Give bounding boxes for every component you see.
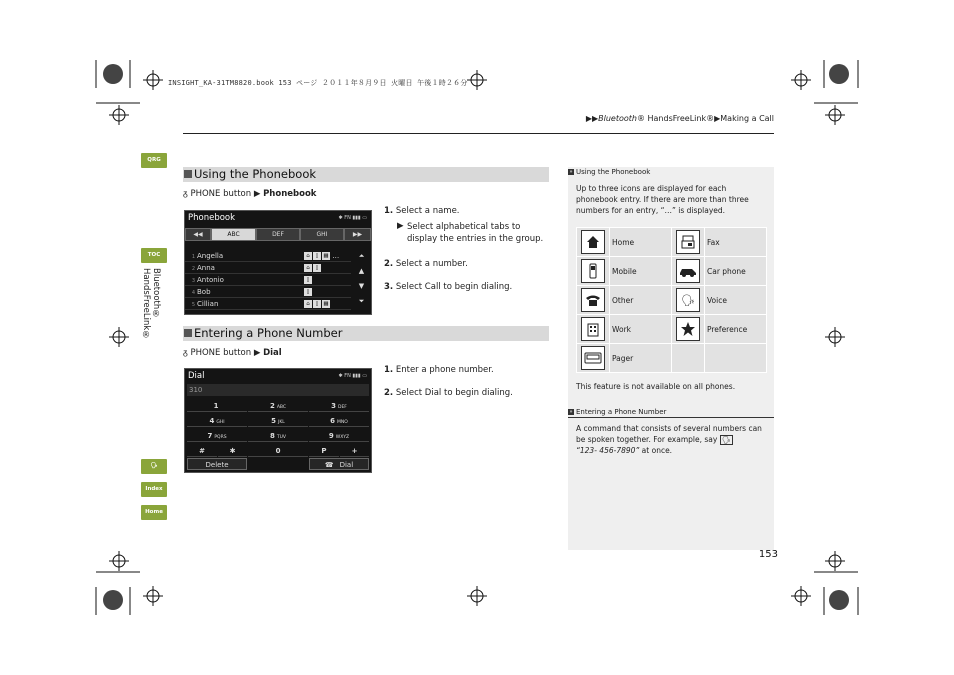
legend-label: Mobile bbox=[610, 257, 672, 286]
legend-label: Home bbox=[610, 228, 672, 257]
home-icon: ⌂ bbox=[304, 264, 312, 272]
legend-label: Other bbox=[610, 286, 672, 315]
step-number: 2. bbox=[384, 259, 394, 269]
panel-text-2 bbox=[576, 423, 768, 456]
panel-example: “123- 456-7890” bbox=[576, 446, 640, 455]
entry-icons bbox=[303, 275, 312, 286]
breadcrumb: ▶▶Bluetooth® HandsFreeLink®▶Making a Call bbox=[585, 114, 774, 123]
phone-icon: ☎ bbox=[324, 461, 334, 469]
legend-label: Pager bbox=[610, 344, 672, 373]
step-3 bbox=[384, 281, 512, 293]
key-1[interactable]: 1 bbox=[187, 400, 247, 412]
scroll-down-icon[interactable]: ▼ bbox=[358, 282, 365, 290]
panel-title-text: Using the Phonebook bbox=[576, 168, 651, 176]
mobile-icon: ▯ bbox=[313, 300, 321, 308]
list-item[interactable] bbox=[185, 263, 351, 274]
key-0[interactable]: 0 bbox=[248, 445, 308, 457]
mobile-icon bbox=[581, 259, 605, 283]
key-5[interactable]: 5 JKL bbox=[248, 415, 308, 427]
breadcrumb-suffix: ® HandsFreeLink® bbox=[636, 114, 715, 123]
legend-label: Work bbox=[610, 315, 672, 344]
note-marker-icon: » bbox=[569, 169, 573, 175]
toc-tab[interactable]: TOC bbox=[141, 248, 167, 263]
step-text: Select a number. bbox=[395, 259, 468, 269]
phonebook-screen bbox=[184, 210, 372, 315]
prev-page-button[interactable]: ◀◀ bbox=[185, 228, 211, 241]
panel-text-2c: at once. bbox=[639, 446, 673, 455]
mobile-icon: ▯ bbox=[304, 288, 312, 296]
entry-index: 1 bbox=[191, 254, 195, 260]
step-1 bbox=[384, 205, 460, 217]
scroll-up-icon[interactable]: ▲ bbox=[358, 267, 365, 275]
path-phonebook bbox=[183, 188, 316, 199]
star-icon bbox=[676, 317, 700, 341]
arrow-icon: ▶ bbox=[253, 189, 261, 199]
scroll-top-icon[interactable]: ⏶ bbox=[358, 252, 365, 260]
key-2[interactable]: 2 ABC bbox=[248, 400, 308, 412]
step-number: 2. bbox=[384, 388, 394, 398]
panel-title-dial bbox=[568, 408, 774, 418]
key-6[interactable]: 6 MNO bbox=[309, 415, 369, 427]
section-header-phonebook bbox=[183, 167, 549, 182]
entry-index: 5 bbox=[191, 302, 195, 308]
keypad bbox=[185, 400, 371, 472]
arrow-icon: ▶ bbox=[253, 348, 261, 358]
list-item[interactable] bbox=[185, 275, 351, 286]
step-text: to begin dialing. bbox=[440, 282, 513, 292]
entry-name: Cillian bbox=[197, 300, 219, 308]
voice-small-icon: ᵹ bbox=[183, 189, 188, 199]
dial-step-2 bbox=[384, 387, 513, 399]
step-number: 1. bbox=[384, 206, 394, 216]
phonebook-tabbar bbox=[185, 228, 371, 241]
pager-icon bbox=[581, 346, 605, 370]
entry-index: 3 bbox=[191, 278, 195, 284]
path-target: Dial bbox=[263, 348, 282, 358]
breadcrumb-section: Making a Call bbox=[720, 114, 774, 123]
phone-icon bbox=[581, 288, 605, 312]
section-header-dial bbox=[183, 326, 549, 341]
phonebook-screen-title: Phonebook bbox=[188, 213, 236, 223]
scroll-bottom-icon[interactable]: ⏷ bbox=[358, 297, 365, 305]
dial-step-1 bbox=[384, 364, 494, 376]
key-3[interactable]: 3 DEF bbox=[309, 400, 369, 412]
key-9[interactable]: 9 WXYZ bbox=[309, 430, 369, 442]
entry-icons bbox=[303, 287, 312, 298]
tab-abc[interactable]: ABC bbox=[211, 228, 256, 241]
panel-title-phonebook bbox=[568, 168, 650, 176]
work-icon bbox=[581, 317, 605, 341]
home-icon: ⌂ bbox=[304, 300, 312, 308]
key-7[interactable]: 7 PQRS bbox=[187, 430, 247, 442]
list-item[interactable] bbox=[185, 287, 351, 298]
entry-name: Angella bbox=[197, 252, 224, 260]
step-text: to begin dialing. bbox=[441, 388, 513, 398]
entry-name: Anna bbox=[197, 264, 215, 272]
key-plus[interactable]: + bbox=[340, 445, 369, 457]
step-text: Select bbox=[395, 282, 425, 292]
panel-note: This feature is not available on all phones. bbox=[576, 382, 736, 391]
panel-text-1: Up to three icons are displayed for each phonebook entry. If there are more than three numbers for an entry, “…” is displayed. bbox=[576, 184, 749, 215]
panel-text-2a: A command that consists of several numbers can be spoken together. For example, say bbox=[576, 424, 762, 444]
step-number: 1. bbox=[384, 365, 394, 375]
dial-screen bbox=[184, 368, 372, 473]
legend-label: Fax bbox=[705, 228, 767, 257]
voice-icon: 🗣 bbox=[721, 436, 731, 444]
section-square-icon bbox=[184, 170, 192, 178]
work-icon: ▦ bbox=[323, 253, 329, 259]
section-square-icon bbox=[184, 329, 192, 337]
legend-label: Voice bbox=[705, 286, 767, 315]
entry-icons bbox=[303, 263, 321, 274]
voice-small-icon: ᵹ bbox=[183, 348, 188, 358]
legend-label: Car phone bbox=[705, 257, 767, 286]
work-icon: ▦ bbox=[323, 301, 329, 307]
tab-ghi[interactable]: GHI bbox=[300, 228, 344, 241]
index-tab[interactable]: Index bbox=[141, 482, 167, 497]
key-p[interactable]: P bbox=[309, 445, 339, 457]
step-text: Select bbox=[395, 388, 425, 398]
icon-legend-table bbox=[576, 227, 767, 373]
entry-name: Antonio bbox=[197, 276, 224, 284]
list-item[interactable] bbox=[185, 299, 351, 310]
home-tab[interactable]: Home bbox=[141, 505, 167, 520]
path-prefix: PHONE button bbox=[190, 348, 252, 358]
key-8[interactable]: 8 TUV bbox=[248, 430, 308, 442]
list-item[interactable] bbox=[185, 251, 351, 262]
substep-text: Select alphabetical tabs to display the entries in the group. bbox=[407, 222, 544, 244]
section-title: Using the Phonebook bbox=[194, 167, 317, 181]
next-page-button[interactable]: ▶▶ bbox=[344, 228, 371, 241]
note-marker-icon: » bbox=[569, 409, 573, 415]
voice-icon: 🗣 bbox=[676, 288, 700, 312]
dial-number-display: 310 bbox=[187, 384, 369, 396]
panel-title-text: Entering a Phone Number bbox=[576, 408, 667, 416]
header-rule bbox=[183, 133, 774, 134]
step-number: 3. bbox=[384, 282, 394, 292]
mobile-icon: ▯ bbox=[304, 276, 312, 284]
step-2 bbox=[384, 258, 468, 270]
voice-icon: 🗣 bbox=[150, 463, 158, 469]
home-icon bbox=[581, 230, 605, 254]
page-number: 153 bbox=[758, 549, 778, 560]
key-hash[interactable]: # bbox=[187, 445, 217, 457]
home-icon: ⌂ bbox=[304, 252, 312, 260]
car-icon bbox=[676, 259, 700, 283]
path-dial bbox=[183, 347, 282, 358]
mobile-icon: ▯ bbox=[313, 252, 321, 260]
dial-term: Dial bbox=[424, 388, 442, 398]
entry-index: 4 bbox=[191, 290, 195, 296]
voice-tab[interactable] bbox=[141, 459, 167, 474]
mobile-icon: ▯ bbox=[313, 264, 321, 272]
status-icons: ✱ FN ▮▮▮ ▭ bbox=[338, 215, 367, 221]
side-label: Bluetooth® HandsFreeLink® bbox=[141, 268, 161, 341]
call-term: Call bbox=[424, 282, 441, 292]
print-header: INSIGHT_KA-31TM8820.book 153 ページ ２０１１年８月９日 火曜日 午後１時２６分 bbox=[168, 79, 468, 87]
entry-index: 2 bbox=[191, 266, 195, 272]
qrg-tab[interactable]: QRG bbox=[141, 153, 167, 168]
delete-button[interactable]: Delete bbox=[187, 458, 247, 470]
section-title: Entering a Phone Number bbox=[194, 326, 343, 340]
key-star[interactable]: ✱ bbox=[218, 445, 247, 457]
fax-icon bbox=[676, 230, 700, 254]
phonebook-list bbox=[185, 249, 351, 313]
dial-button-label: Dial bbox=[339, 461, 354, 469]
entry-icons bbox=[303, 299, 330, 310]
path-target: Phonebook bbox=[263, 189, 317, 199]
scroll-controls bbox=[353, 249, 370, 313]
dial-button[interactable] bbox=[309, 458, 369, 470]
step-text: Enter a phone number. bbox=[395, 365, 494, 375]
step-text: Select a name. bbox=[395, 206, 460, 216]
substep-arrow-icon: ▶ bbox=[397, 221, 404, 231]
legend-label: Preference bbox=[705, 315, 767, 344]
key-4[interactable]: 4 GHI bbox=[187, 415, 247, 427]
breadcrumb-bluetooth: Bluetooth bbox=[598, 114, 637, 123]
path-prefix: PHONE button bbox=[190, 189, 252, 199]
tab-def[interactable]: DEF bbox=[256, 228, 300, 241]
entry-name: Bob bbox=[197, 288, 211, 296]
dial-screen-title: Dial bbox=[188, 371, 205, 381]
status-icons: ✱ FN ▮▮▮ ▭ bbox=[338, 373, 367, 379]
entry-icons: ⌂ ▯ ▦ … bbox=[303, 251, 339, 262]
